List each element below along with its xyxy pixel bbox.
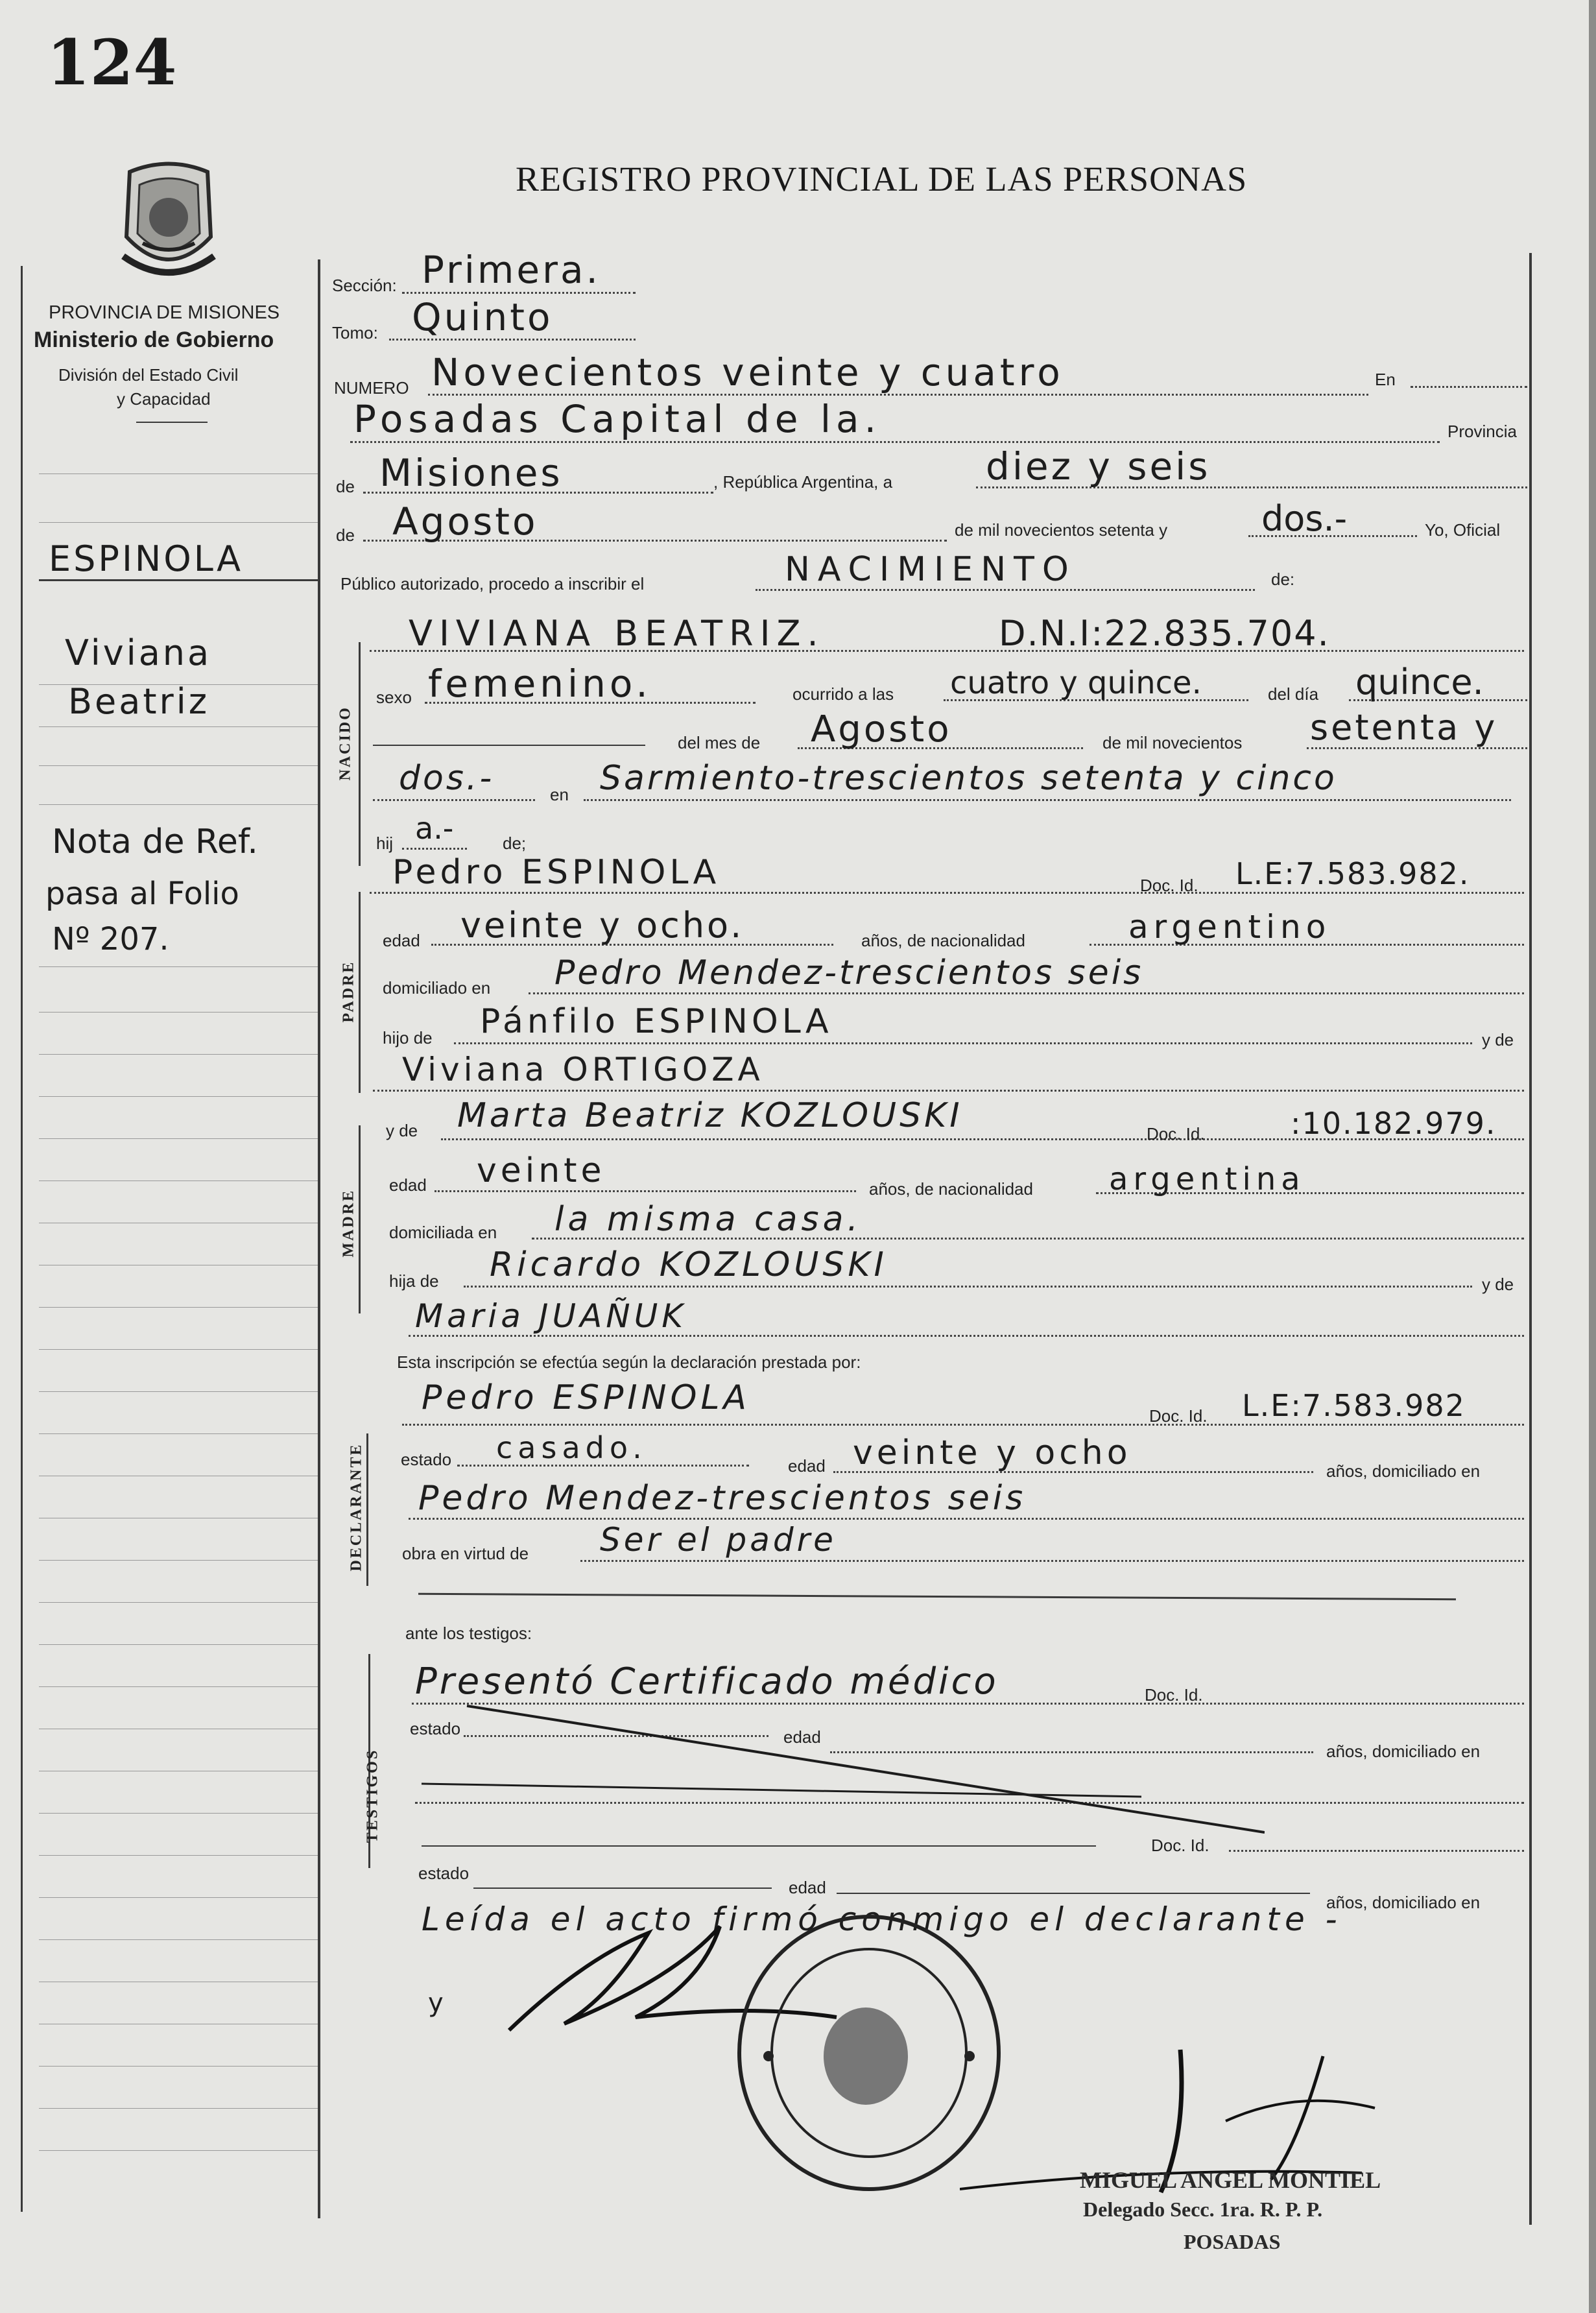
leida-text: Leída el acto firmó conmigo el declarante - — [422, 1900, 1342, 1938]
tomo-value: Quinto — [412, 295, 553, 339]
provincia-value: Misiones — [379, 451, 563, 495]
registry-title: REGISTRO PROVINCIAL DE LAS PERSONAS — [516, 160, 1248, 198]
padre-doc-value: L.E:7.583.982. — [1235, 856, 1470, 891]
margin-note-line-2: pasa al Folio — [45, 876, 239, 912]
declarante-intro: Esta inscripción se efectúa según la declaración prestada por: — [397, 1352, 861, 1372]
official-city: POSADAS — [1184, 2230, 1281, 2253]
anio-value: dos.- — [1261, 498, 1348, 539]
hij-value: a.- — [415, 811, 454, 846]
declarante-nombre: Pedro ESPINOLA — [422, 1378, 751, 1417]
publico-label: Público autorizado, procedo a inscribir el — [340, 574, 645, 593]
page-number: 124 — [47, 26, 177, 99]
acto-value: NACIMIENTO — [785, 550, 1077, 589]
declarante-obra-value: Ser el padre — [600, 1521, 837, 1559]
madre-domicilio-value: la misma casa. — [554, 1200, 863, 1239]
org-capacity: y Capacidad — [117, 389, 211, 409]
ocurrido-label: ocurrido a las — [792, 684, 894, 704]
padre-edad-value: veinte y ocho. — [460, 905, 744, 946]
madre-padre-value: Ricardo KOZLOUSKI — [490, 1245, 888, 1284]
declarante-edad-value: veinte y ocho — [853, 1433, 1132, 1472]
seccion-label: Sección: — [332, 276, 397, 295]
official-name: MIGUEL ANGEL MONTIEL — [1080, 2167, 1381, 2193]
padre-hijo-de-label: hijo de — [383, 1028, 433, 1048]
madre-doc-label: Doc. Id. — [1147, 1124, 1205, 1144]
padre-madre-value: Viviana ORTIGOZA — [402, 1051, 764, 1088]
madre-edad-value: veinte — [477, 1151, 606, 1190]
del-mes-label: del mes de — [678, 733, 761, 752]
de-colon-label: de: — [1271, 569, 1295, 589]
sexo-label: sexo — [376, 688, 412, 707]
madre-nombre: Marta Beatriz KOZLOUSKI — [457, 1096, 963, 1135]
padre-edad-label: edad — [383, 931, 420, 950]
madre-domicilio-label: domiciliada en — [389, 1223, 497, 1242]
declarante-domicilio-value: Pedro Mendez-trescientos seis — [418, 1479, 1027, 1518]
official-title: Delegado Secc. 1ra. R. P. P. — [1083, 2198, 1323, 2221]
numero-value: Novecientos veinte y cuatro — [431, 350, 1064, 394]
margin-given-name-1: Viviana — [65, 632, 212, 673]
margin-given-name-2: Beatriz — [68, 681, 210, 722]
en-label-nacido: en — [550, 785, 569, 804]
testigos-edad-label: edad — [783, 1727, 821, 1747]
declarante-anios-label: años, domiciliado en — [1326, 1461, 1481, 1481]
padre-section-label: PADRE — [340, 960, 357, 1023]
hij-label: hij — [376, 833, 394, 853]
numero-label: NUMERO — [334, 378, 409, 398]
testigos-anios-label-2: años, domiciliado en — [1326, 1893, 1481, 1912]
seccion-value: Primera. — [422, 248, 601, 292]
testigos-doc-label: Doc. Id. — [1145, 1685, 1203, 1705]
madre-y-de-label-2: y de — [1482, 1275, 1514, 1294]
madre-doc-value: :10.182.979. — [1291, 1106, 1497, 1141]
del-dia-label: del día — [1268, 684, 1319, 704]
padre-nacionalidad-value: argentino — [1128, 908, 1331, 946]
margin-note-line-3: Nº 207. — [52, 921, 169, 957]
provincia-label: Provincia — [1447, 422, 1517, 441]
testigos-anios-label: años, domiciliado en — [1326, 1742, 1481, 1761]
org-province: PROVINCIA DE MISIONES — [49, 302, 280, 323]
testigos-section-label: TESTIGOS — [364, 1748, 381, 1843]
sexo-value: femenino. — [428, 662, 652, 706]
padre-y-de-label: y de — [1482, 1030, 1514, 1049]
madre-edad-label: edad — [389, 1175, 427, 1195]
nacido-anio-value-1: setenta y — [1310, 707, 1498, 748]
declarante-doc-value: L.E:7.583.982 — [1242, 1388, 1466, 1423]
margin-note-line-1: Nota de Ref. — [52, 822, 258, 861]
testigos-edad-label-2: edad — [789, 1878, 826, 1897]
tomo-label: Tomo: — [332, 323, 378, 342]
declarante-section-label: DECLARANTE — [348, 1443, 365, 1572]
nacido-dni: D.N.I:22.835.704. — [999, 613, 1330, 654]
margin-surname: ESPINOLA — [49, 538, 244, 579]
lugar-value: Sarmiento-trescientos setenta y cinco — [600, 759, 1337, 798]
madre-nacionalidad-value: argentina — [1109, 1161, 1305, 1197]
testigos-estado-label-2: estado — [418, 1864, 470, 1883]
padre-domicilio-label: domiciliado en — [383, 978, 491, 998]
cancel-strokes — [409, 1686, 1265, 1842]
dia-mes-value: diez y seis — [986, 444, 1211, 488]
declarante-doc-label: Doc. Id. — [1149, 1406, 1208, 1426]
padre-nombre: Pedro ESPINOLA — [392, 853, 721, 892]
de-label-2: de — [336, 525, 355, 545]
mes-value: Agosto — [392, 499, 538, 544]
testigo-1-value: Presentó Certificado médico — [415, 1660, 999, 1703]
hora-value: cuatro y quince. — [950, 665, 1202, 701]
nacido-section-label: NACIDO — [337, 706, 354, 781]
de-mil-label: de mil novecientos setenta y — [955, 520, 1168, 540]
madre-madre-value: Maria JUAÑUK — [415, 1297, 687, 1335]
nacido-anio-value-2: dos.- — [399, 759, 495, 798]
declarante-obra-label: obra en virtud de — [402, 1544, 529, 1563]
madre-nacionalidad-label: años, de nacionalidad — [869, 1179, 1033, 1199]
madre-hija-de-label: hija de — [389, 1271, 439, 1291]
padre-nacionalidad-label: años, de nacionalidad — [861, 931, 1025, 950]
declarante-edad-label: edad — [788, 1456, 826, 1476]
nacido-mes-value: Agosto — [811, 708, 952, 750]
padre-domicilio-value: Pedro Mendez-trescientos seis — [554, 953, 1144, 992]
y-text: y — [428, 1988, 444, 2018]
testigos-ante-label: ante los testigos: — [405, 1624, 532, 1643]
madre-section-label: MADRE — [340, 1188, 357, 1258]
en-label: En — [1375, 370, 1396, 389]
hij-de-label: de; — [503, 833, 527, 853]
de-label: de — [336, 477, 355, 496]
padre-doc-label: Doc. Id. — [1140, 876, 1198, 895]
republica-label: , República Argentina, a — [713, 472, 893, 492]
org-ministry: Ministerio de Gobierno — [34, 328, 274, 352]
padre-padre-value: Pánfilo ESPINOLA — [480, 1002, 833, 1041]
nacido-nombre: VIVIANA BEATRIZ. — [409, 613, 825, 654]
yo-oficial-label: Yo, Oficial — [1425, 520, 1501, 540]
declarante-estado-label: estado — [401, 1450, 452, 1469]
testigos-doc-label-2: Doc. Id. — [1151, 1836, 1209, 1855]
testigos-estado-label: estado — [410, 1719, 461, 1738]
dia-value: quince. — [1355, 662, 1484, 702]
nacido-de-mil-label: de mil novecientos — [1102, 733, 1243, 752]
province-seal — [104, 159, 233, 289]
org-division: División del Estado Civil — [58, 365, 239, 385]
place-value: Posadas Capital de la. — [353, 397, 881, 441]
madre-y-de-label: y de — [386, 1121, 418, 1140]
declarante-estado-value: casado. — [496, 1430, 647, 1465]
